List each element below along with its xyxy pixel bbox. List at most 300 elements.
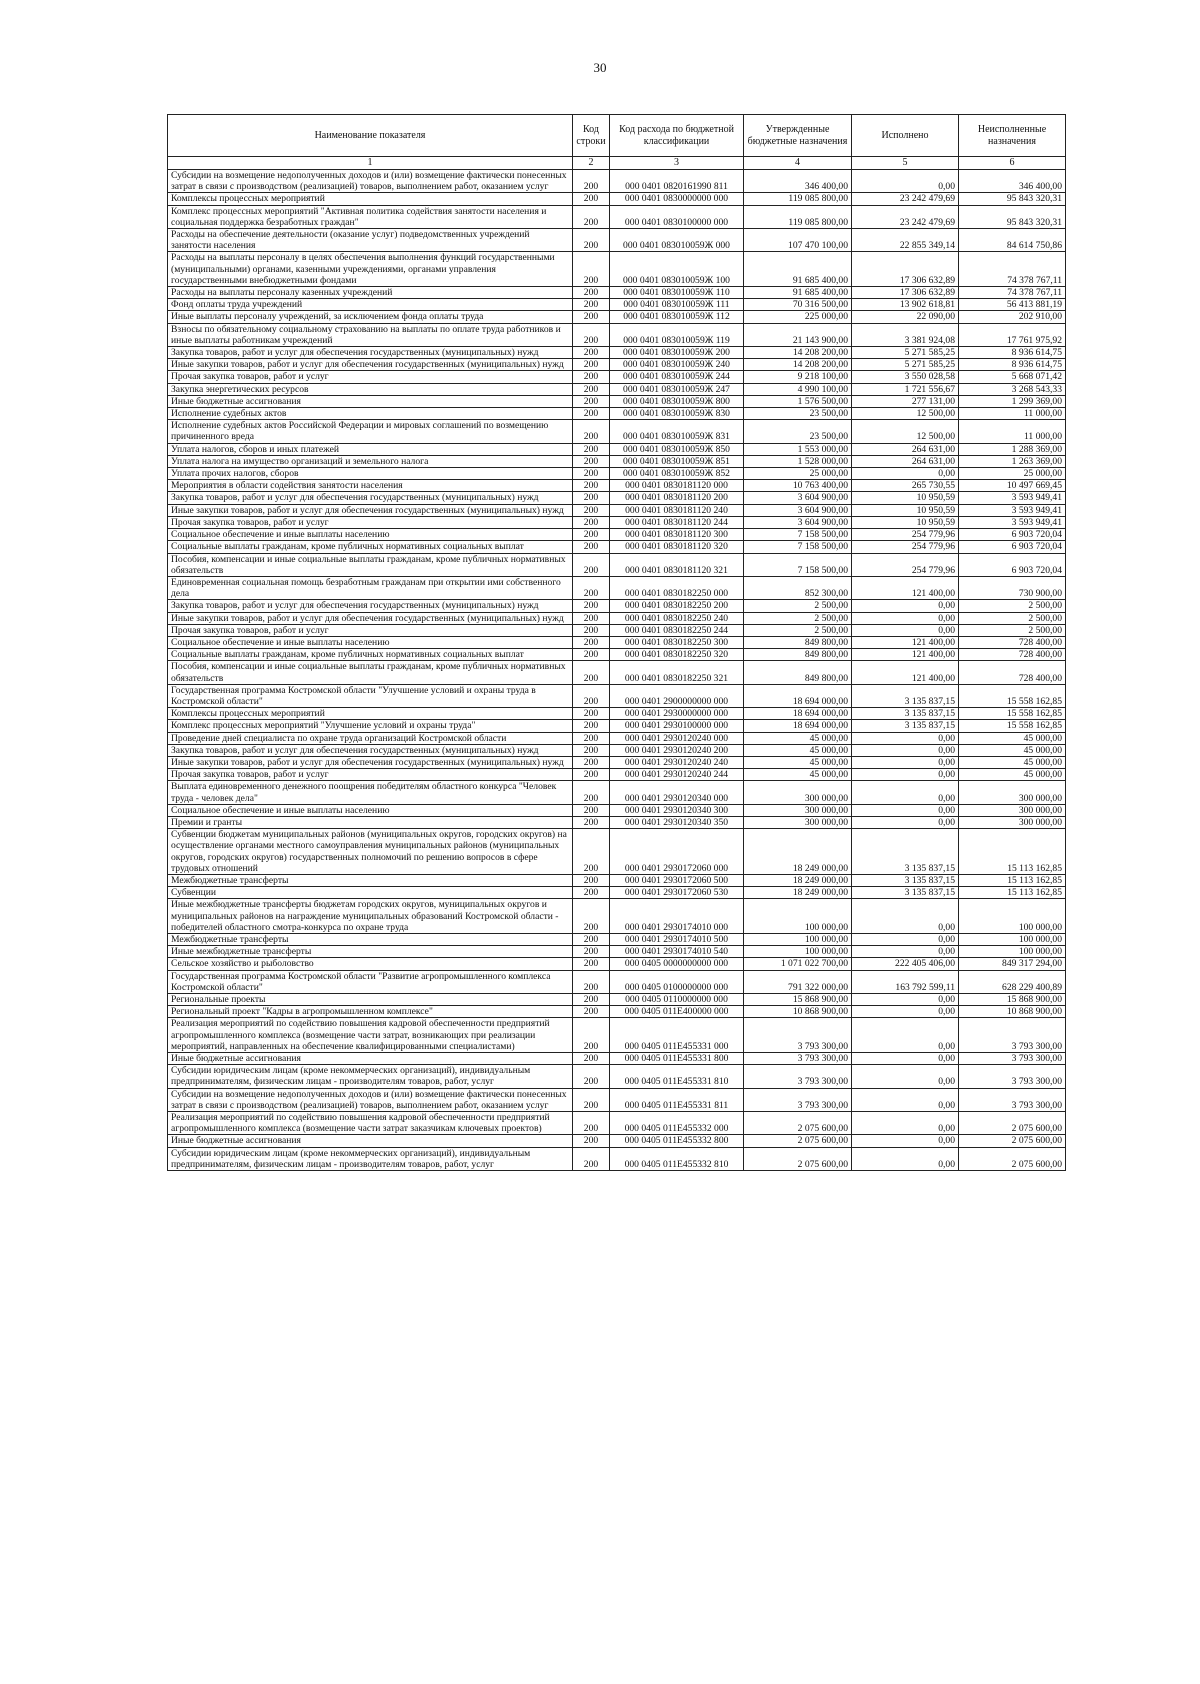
table-row [168,1065,1066,1088]
row-unexecuted: 728 400,00 [959,661,1066,684]
row-executed: 0,00 [852,934,959,946]
table-row [168,970,1066,993]
row-executed: 0,00 [852,468,959,480]
row-unexecuted: 10 497 669,45 [959,480,1066,492]
row-approved: 18 249 000,00 [744,874,852,886]
table-row [168,624,1066,636]
row-code: 200 [573,649,610,661]
row-kbk: 000 0405 011Е455331 000 [610,1018,744,1053]
row-approved: 100 000,00 [744,934,852,946]
row-code: 200 [573,1065,610,1088]
row-name: Комплексы процессных мероприятий [168,193,573,205]
row-code: 200 [573,612,610,624]
row-kbk: 000 0401 083010059Ж 100 [610,252,744,287]
row-code: 200 [573,395,610,407]
row-code: 200 [573,1147,610,1170]
row-name: Субсидии юридическим лицам (кроме некоммерческих организаций), индивидуальным предпринимателям, физическим лицам - производителям товаров, работ, услуг [168,1065,573,1088]
row-code: 200 [573,576,610,599]
row-code: 200 [573,720,610,732]
row-unexecuted: 3 593 949,41 [959,492,1066,504]
row-executed: 264 631,00 [852,443,959,455]
page-number: 30 [593,60,607,75]
row-code: 200 [573,934,610,946]
row-unexecuted: 2 500,00 [959,612,1066,624]
row-kbk: 000 0401 0830182250 320 [610,649,744,661]
row-name: Закупка товаров, работ и услуг для обеспечения государственных (муниципальных) нужд [168,600,573,612]
row-name: Субвенции [168,887,573,899]
row-executed: 3 135 837,15 [852,874,959,886]
table-row [168,612,1066,624]
row-approved: 14 208 200,00 [744,359,852,371]
row-kbk: 000 0401 083010059Ж 200 [610,347,744,359]
row-code: 200 [573,1018,610,1053]
row-kbk: 000 0401 083010059Ж 119 [610,323,744,346]
header-number: 1 [168,157,573,170]
row-approved: 849 800,00 [744,649,852,661]
row-approved: 45 000,00 [744,744,852,756]
row-approved: 23 500,00 [744,408,852,420]
row-executed: 13 902 618,81 [852,299,959,311]
table-row [168,408,1066,420]
row-unexecuted: 1 288 369,00 [959,443,1066,455]
table-row [168,553,1066,576]
row-kbk: 000 0401 083010059Ж 851 [610,455,744,467]
row-code: 200 [573,887,610,899]
row-name: Расходы на выплаты персоналу в целях обеспечения выполнения функций государственными (муниципальными) органами, казенными учреждениями, органами управления государственными внебюджетными фондами [168,252,573,287]
table-row [168,1112,1066,1135]
row-kbk: 000 0405 011Е455331 800 [610,1053,744,1065]
row-kbk: 000 0401 0830000000 000 [610,193,744,205]
row-code: 200 [573,624,610,636]
row-unexecuted: 728 400,00 [959,636,1066,648]
row-executed: 0,00 [852,170,959,193]
row-name: Социальные выплаты гражданам, кроме публичных нормативных социальных выплат [168,649,573,661]
row-kbk: 000 0401 083010059Ж 244 [610,371,744,383]
row-kbk: 000 0401 2930172060 530 [610,887,744,899]
row-approved: 3 793 300,00 [744,1018,852,1053]
row-name: Мероприятия в области содействия занятости населения [168,480,573,492]
row-code: 200 [573,287,610,299]
row-unexecuted: 95 843 320,31 [959,205,1066,228]
row-name: Иные закупки товаров, работ и услуг для обеспечения государственных (муниципальных) нужд [168,504,573,516]
row-unexecuted: 3 793 300,00 [959,1053,1066,1065]
row-executed: 0,00 [852,732,959,744]
row-name: Реализация мероприятий по содействию повышения кадровой обеспеченности предприятий агропромышленного комплекса (возмещение части затрат, возникающих при реализации мероприятий, направленных на обеспечение квалифицированными специалистами) [168,1018,573,1053]
row-unexecuted: 17 761 975,92 [959,323,1066,346]
row-kbk: 000 0401 2900000000 000 [610,684,744,707]
row-kbk: 000 0401 0830181120 200 [610,492,744,504]
table-row [168,205,1066,228]
table-row [168,371,1066,383]
row-code: 200 [573,205,610,228]
row-unexecuted: 6 903 720,04 [959,541,1066,553]
row-name: Премии и гранты [168,816,573,828]
budget-execution-table [167,114,1066,1171]
table-row [168,359,1066,371]
table-row [168,323,1066,346]
row-kbk: 000 0401 2930120240 000 [610,732,744,744]
row-name: Региональный проект "Кадры в агропромышленном комплексе" [168,1006,573,1018]
row-executed: 222 405 406,00 [852,958,959,970]
row-kbk: 000 0401 083010059Ж 830 [610,408,744,420]
table-row [168,1088,1066,1111]
row-code: 200 [573,970,610,993]
table-row [168,480,1066,492]
table-row [168,252,1066,287]
row-kbk: 000 0401 083010059Ж 852 [610,468,744,480]
row-code: 200 [573,347,610,359]
row-kbk: 000 0401 0830182250 240 [610,612,744,624]
header-numbers-row [168,157,1066,170]
row-kbk: 000 0401 2930120340 000 [610,781,744,804]
row-approved: 849 800,00 [744,636,852,648]
row-approved: 14 208 200,00 [744,347,852,359]
row-kbk: 000 0401 2930174010 500 [610,934,744,946]
row-kbk: 000 0401 083010059Ж 111 [610,299,744,311]
row-name: Расходы на обеспечение деятельности (оказание услуг) подведомственных учреждений занятости населения [168,229,573,252]
row-name: Уплата налогов, сборов и иных платежей [168,443,573,455]
row-code: 200 [573,1006,610,1018]
row-code: 200 [573,829,610,875]
row-executed: 121 400,00 [852,576,959,599]
row-name: Закупка энергетических ресурсов [168,383,573,395]
row-name: Комплексы процессных мероприятий [168,708,573,720]
row-kbk: 000 0401 083010059Ж 000 [610,229,744,252]
header-number: 2 [573,157,610,170]
row-name: Иные межбюджетные трансферты бюджетам городских округов, муниципальных округов и муниципальных районов на награждение муниципальных образований Костромской области - победителей областного смотра-конкурса по охране труда [168,899,573,934]
row-unexecuted: 2 075 600,00 [959,1135,1066,1147]
table-row [168,1006,1066,1018]
row-kbk: 000 0401 0830181120 240 [610,504,744,516]
row-unexecuted: 56 413 881,19 [959,299,1066,311]
row-executed: 277 131,00 [852,395,959,407]
row-executed: 163 792 599,11 [852,970,959,993]
row-name: Уплата прочих налогов, сборов [168,468,573,480]
row-approved: 45 000,00 [744,756,852,768]
header-unexecuted: Неисполненные назначения [959,115,1066,157]
row-executed: 12 500,00 [852,420,959,443]
row-kbk: 000 0401 0830181120 320 [610,541,744,553]
row-kbk: 000 0401 0830181120 321 [610,553,744,576]
row-unexecuted: 730 900,00 [959,576,1066,599]
row-name: Закупка товаров, работ и услуг для обеспечения государственных (муниципальных) нужд [168,347,573,359]
row-code: 200 [573,899,610,934]
table-row [168,720,1066,732]
row-executed: 0,00 [852,612,959,624]
row-code: 200 [573,874,610,886]
row-executed: 3 550 028,58 [852,371,959,383]
row-code: 200 [573,781,610,804]
row-name: Прочая закупка товаров, работ и услуг [168,371,573,383]
row-code: 200 [573,455,610,467]
row-name: Социальное обеспечение и иные выплаты населению [168,804,573,816]
table-row [168,744,1066,756]
row-name: Иные межбюджетные трансферты [168,946,573,958]
row-unexecuted: 45 000,00 [959,732,1066,744]
table-row [168,804,1066,816]
row-kbk: 000 0401 083010059Ж 110 [610,287,744,299]
row-kbk: 000 0401 083010059Ж 800 [610,395,744,407]
row-kbk: 000 0401 0830182250 000 [610,576,744,599]
row-executed: 10 950,59 [852,504,959,516]
row-kbk: 000 0405 011Е455331 811 [610,1088,744,1111]
table-row [168,504,1066,516]
row-name: Социальное обеспечение и иные выплаты населению [168,636,573,648]
row-approved: 2 075 600,00 [744,1112,852,1135]
row-kbk: 000 0401 0830182250 321 [610,661,744,684]
row-name: Единовременная социальная помощь безработным гражданам при открытии ими собственного дела [168,576,573,599]
row-executed: 23 242 479,69 [852,193,959,205]
row-approved: 100 000,00 [744,899,852,934]
row-unexecuted: 74 378 767,11 [959,287,1066,299]
table-row [168,1135,1066,1147]
row-unexecuted: 346 400,00 [959,170,1066,193]
row-kbk: 000 0401 2930172060 500 [610,874,744,886]
row-approved: 2 500,00 [744,600,852,612]
row-kbk: 000 0401 083010059Ж 247 [610,383,744,395]
row-unexecuted: 15 868 900,00 [959,994,1066,1006]
row-kbk: 000 0401 2930000000 000 [610,708,744,720]
table-row [168,383,1066,395]
row-executed: 254 779,96 [852,541,959,553]
row-approved: 18 694 000,00 [744,708,852,720]
row-unexecuted: 45 000,00 [959,769,1066,781]
row-name: Иные бюджетные ассигнования [168,395,573,407]
row-code: 200 [573,684,610,707]
row-approved: 18 249 000,00 [744,829,852,875]
row-unexecuted: 3 793 300,00 [959,1088,1066,1111]
table-row [168,455,1066,467]
row-code: 200 [573,229,610,252]
row-unexecuted: 849 317 294,00 [959,958,1066,970]
header-code: Код строки [573,115,610,157]
table-row [168,781,1066,804]
row-executed: 10 950,59 [852,492,959,504]
row-unexecuted: 728 400,00 [959,649,1066,661]
table-row [168,1053,1066,1065]
row-kbk: 000 0405 011Е455332 000 [610,1112,744,1135]
row-executed: 22 090,00 [852,311,959,323]
row-executed: 5 271 585,25 [852,347,959,359]
row-approved: 300 000,00 [744,816,852,828]
row-approved: 3 793 300,00 [744,1065,852,1088]
row-unexecuted: 74 378 767,11 [959,252,1066,287]
row-code: 200 [573,1135,610,1147]
row-code: 200 [573,516,610,528]
row-kbk: 000 0401 0830181120 244 [610,516,744,528]
row-name: Субсидии на возмещение недополученных доходов и (или) возмещение фактически понесенных затрат в связи с производством (реализацией) товаров, выполнением работ, оказанием услуг [168,1088,573,1111]
header-number: 5 [852,157,959,170]
row-code: 200 [573,311,610,323]
row-name: Региональные проекты [168,994,573,1006]
row-code: 200 [573,744,610,756]
row-approved: 7 158 500,00 [744,553,852,576]
row-approved: 3 793 300,00 [744,1088,852,1111]
row-executed: 0,00 [852,1018,959,1053]
table-row [168,600,1066,612]
row-kbk: 000 0401 0830182250 200 [610,600,744,612]
table-row [168,829,1066,875]
header-kbk: Код расхода по бюджетной классификации [610,115,744,157]
row-approved: 70 316 500,00 [744,299,852,311]
row-approved: 15 868 900,00 [744,994,852,1006]
row-unexecuted: 202 910,00 [959,311,1066,323]
table-row [168,684,1066,707]
row-code: 200 [573,420,610,443]
row-code: 200 [573,443,610,455]
row-kbk: 000 0405 0100000000 000 [610,970,744,993]
row-approved: 119 085 800,00 [744,205,852,228]
row-unexecuted: 15 558 162,85 [959,708,1066,720]
row-kbk: 000 0401 2930120240 200 [610,744,744,756]
row-executed: 0,00 [852,1147,959,1170]
table-row [168,170,1066,193]
row-name: Субсидии на возмещение недополученных доходов и (или) возмещение фактически понесенных затрат в связи с производством (реализацией) товаров, выполнением работ, оказанием услуг [168,170,573,193]
header-number: 6 [959,157,1066,170]
row-code: 200 [573,170,610,193]
table-row [168,958,1066,970]
row-code: 200 [573,732,610,744]
row-name: Межбюджетные трансферты [168,934,573,946]
row-kbk: 000 0401 2930120240 244 [610,769,744,781]
row-executed: 17 306 632,89 [852,287,959,299]
row-code: 200 [573,468,610,480]
row-executed: 5 271 585,25 [852,359,959,371]
row-code: 200 [573,994,610,1006]
row-executed: 0,00 [852,1053,959,1065]
row-unexecuted: 15 558 162,85 [959,720,1066,732]
row-code: 200 [573,408,610,420]
row-approved: 1 553 000,00 [744,443,852,455]
row-kbk: 000 0405 011Е455332 800 [610,1135,744,1147]
row-executed: 3 135 837,15 [852,887,959,899]
table-row [168,492,1066,504]
row-approved: 7 158 500,00 [744,529,852,541]
table-row [168,1018,1066,1053]
row-executed: 0,00 [852,624,959,636]
row-kbk: 000 0401 2930174010 540 [610,946,744,958]
row-name: Социальные выплаты гражданам, кроме публичных нормативных социальных выплат [168,541,573,553]
row-executed: 3 135 837,15 [852,720,959,732]
row-name: Межбюджетные трансферты [168,874,573,886]
row-executed: 254 779,96 [852,529,959,541]
row-kbk: 000 0405 0110000000 000 [610,994,744,1006]
row-kbk: 000 0401 0830181120 000 [610,480,744,492]
row-approved: 2 075 600,00 [744,1147,852,1170]
row-executed: 0,00 [852,946,959,958]
row-executed: 0,00 [852,994,959,1006]
row-name: Реализация мероприятий по содействию повышения кадровой обеспеченности предприятий агропромышленного комплекса (возмещение части затрат заказчикам ключевых проектов) [168,1112,573,1135]
row-executed: 17 306 632,89 [852,252,959,287]
table-row [168,529,1066,541]
table-row [168,576,1066,599]
row-approved: 3 604 900,00 [744,504,852,516]
row-approved: 7 158 500,00 [744,541,852,553]
row-approved: 23 500,00 [744,420,852,443]
table-row [168,229,1066,252]
row-code: 200 [573,600,610,612]
row-unexecuted: 3 593 949,41 [959,504,1066,516]
row-unexecuted: 2 075 600,00 [959,1147,1066,1170]
table-row [168,816,1066,828]
row-unexecuted: 25 000,00 [959,468,1066,480]
row-unexecuted: 300 000,00 [959,804,1066,816]
header-number: 4 [744,157,852,170]
row-approved: 9 218 100,00 [744,371,852,383]
table-row [168,636,1066,648]
row-executed: 121 400,00 [852,636,959,648]
table-row [168,769,1066,781]
row-unexecuted: 10 868 900,00 [959,1006,1066,1018]
row-name: Закупка товаров, работ и услуг для обеспечения государственных (муниципальных) нужд [168,492,573,504]
row-approved: 25 000,00 [744,468,852,480]
row-unexecuted: 8 936 614,75 [959,347,1066,359]
row-name: Исполнение судебных актов [168,408,573,420]
row-unexecuted: 15 558 162,85 [959,684,1066,707]
table-row [168,516,1066,528]
row-unexecuted: 3 268 543,33 [959,383,1066,395]
row-executed: 0,00 [852,804,959,816]
row-name: Пособия, компенсации и иные социальные выплаты гражданам, кроме публичных нормативных обязательств [168,661,573,684]
row-unexecuted: 2 500,00 [959,624,1066,636]
row-code: 200 [573,769,610,781]
row-kbk: 000 0401 083010059Ж 831 [610,420,744,443]
table-body [168,170,1066,1171]
row-name: Расходы на выплаты персоналу казенных учреждений [168,287,573,299]
row-executed: 0,00 [852,899,959,934]
row-unexecuted: 6 903 720,04 [959,553,1066,576]
row-unexecuted: 300 000,00 [959,781,1066,804]
row-approved: 21 143 900,00 [744,323,852,346]
row-name: Исполнение судебных актов Российской Федерации и мировых соглашений по возмещению причиненного вреда [168,420,573,443]
row-code: 200 [573,756,610,768]
row-approved: 1 528 000,00 [744,455,852,467]
row-approved: 852 300,00 [744,576,852,599]
table-row [168,708,1066,720]
table-row [168,420,1066,443]
header-number: 3 [610,157,744,170]
row-kbk: 000 0401 2930100000 000 [610,720,744,732]
row-approved: 2 500,00 [744,612,852,624]
row-executed: 1 721 556,67 [852,383,959,395]
row-executed: 265 730,55 [852,480,959,492]
row-executed: 121 400,00 [852,649,959,661]
row-unexecuted: 100 000,00 [959,934,1066,946]
row-executed: 0,00 [852,1065,959,1088]
table-row [168,732,1066,744]
row-approved: 3 793 300,00 [744,1053,852,1065]
row-name: Иные закупки товаров, работ и услуг для обеспечения государственных (муниципальных) нужд [168,612,573,624]
row-unexecuted: 2 500,00 [959,600,1066,612]
table-row [168,946,1066,958]
row-kbk: 000 0401 2930120240 240 [610,756,744,768]
row-code: 200 [573,492,610,504]
table-row [168,756,1066,768]
table-row [168,994,1066,1006]
row-approved: 10 763 400,00 [744,480,852,492]
row-unexecuted: 15 113 162,85 [959,874,1066,886]
row-executed: 0,00 [852,744,959,756]
table-row [168,887,1066,899]
table-row [168,468,1066,480]
row-approved: 45 000,00 [744,769,852,781]
row-unexecuted: 100 000,00 [959,946,1066,958]
table-row [168,311,1066,323]
table-row [168,649,1066,661]
row-name: Выплата единовременного денежного поощрения победителям областного конкурса "Человек труда - человек дела" [168,781,573,804]
row-unexecuted: 6 903 720,04 [959,529,1066,541]
row-name: Уплата налога на имущество организаций и земельного налога [168,455,573,467]
